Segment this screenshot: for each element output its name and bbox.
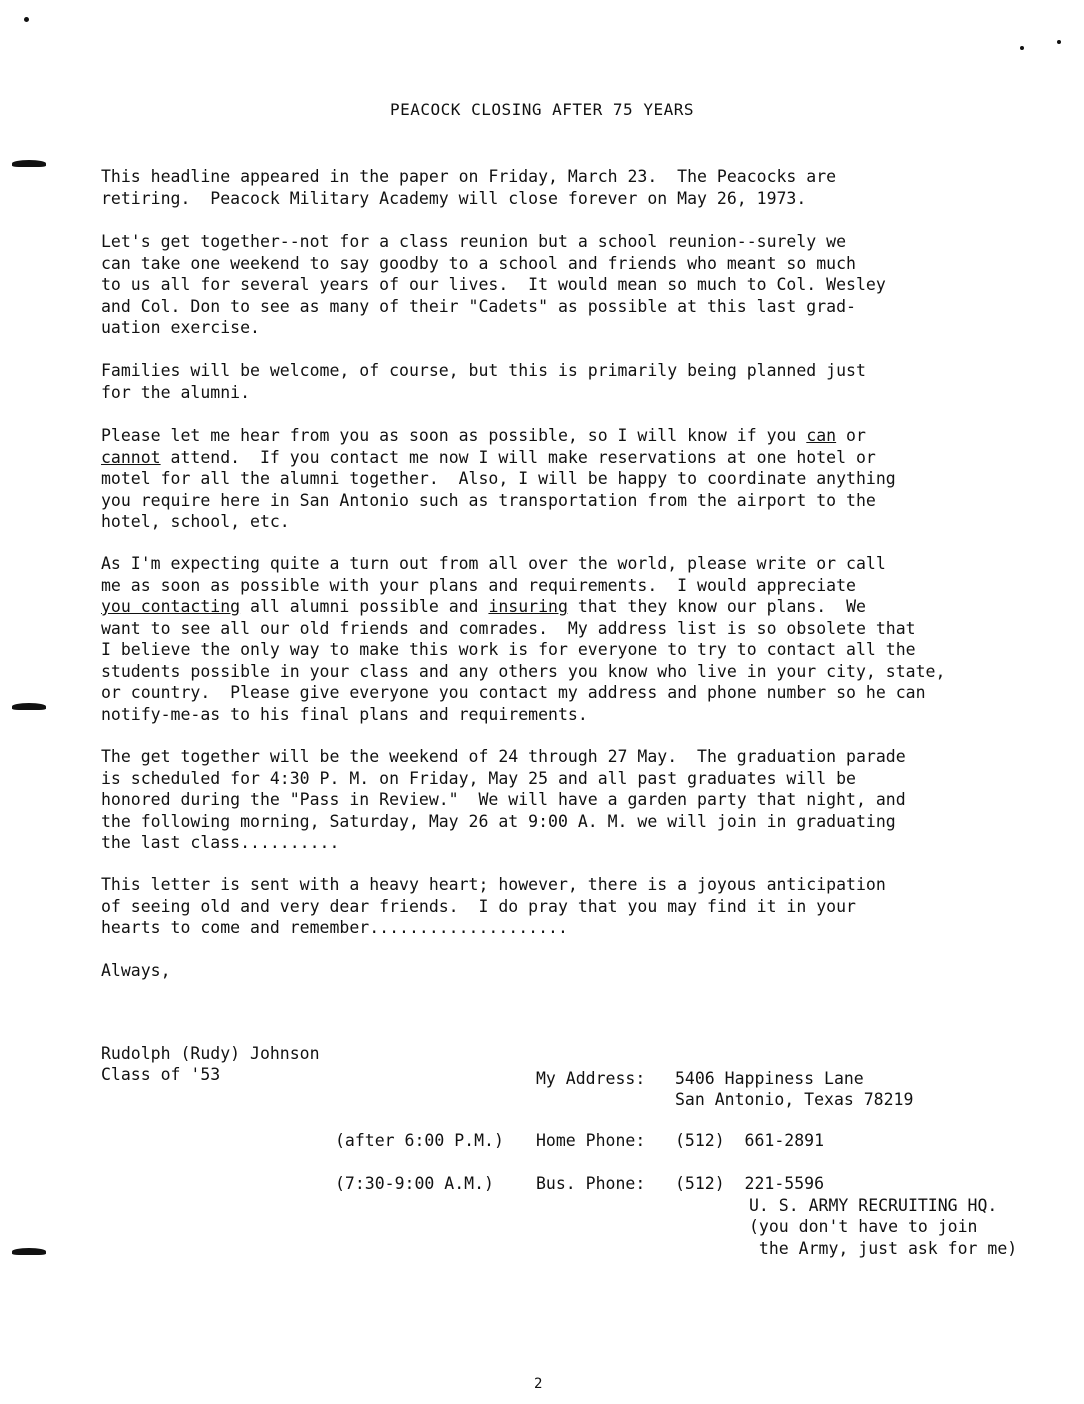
scan-speck xyxy=(1020,46,1024,50)
text-line: Families will be welcome, of course, but this is primarily being planned just xyxy=(101,361,866,380)
bus-phone-number: (512) 221-5596 xyxy=(675,1174,825,1193)
text-line: This letter is sent with a heavy heart; however, there is a joyous anticipation xyxy=(101,875,886,894)
signature-class: Class of '53 xyxy=(101,1065,221,1084)
text-line: Let's get together--not for a class reunion but a school reunion--surely we xyxy=(101,232,847,251)
bus-phone-time: (7:30-9:00 A.M.) xyxy=(335,1174,494,1193)
text-line: the last class.......... xyxy=(101,833,340,852)
text-segment: attend. If you contact me now I will make reservations at one hotel or xyxy=(160,447,876,467)
paragraph-4 xyxy=(101,425,1021,533)
underlined-word: cannot xyxy=(101,447,161,467)
text-line: uation exercise. xyxy=(101,318,260,337)
text-segment: or xyxy=(836,426,866,445)
document-title: PEACOCK CLOSING AFTER 75 YEARS xyxy=(390,100,694,119)
address-label: My Address: xyxy=(536,1069,646,1088)
text-segment: that they know our plans. We xyxy=(567,597,866,616)
text-line: or country. Please give everyone you contact my address and phone number so he can xyxy=(101,683,926,702)
text-line: honored during the "Pass in Review." We will have a garden party that night, and xyxy=(101,790,906,809)
paragraph-6 xyxy=(101,746,1021,854)
text-line: As I'm expecting quite a turn out from all over the world, please write or call xyxy=(101,554,886,573)
paragraph-2 xyxy=(101,231,1021,339)
text-segment: Please let me hear from you as soon as possible, so I will know if you xyxy=(101,426,807,445)
text-line: motel for all the alumni together. Also, I will be happy to coordinate anything xyxy=(101,469,896,488)
text-line: hearts to come and remember.................... xyxy=(101,918,568,937)
address-line-1: 5406 Happiness Lane xyxy=(675,1069,864,1088)
text-line xyxy=(101,596,1021,618)
text-line: and Col. Don to see as many of their "Cadets" as possible at this last grad- xyxy=(101,296,856,316)
home-phone-label: Home Phone: xyxy=(536,1131,646,1150)
text-line: hotel, school, etc. xyxy=(101,512,290,531)
text-line: notify-me-as to his final plans and requirements. xyxy=(101,704,588,724)
signature-name: Rudolph (Rudy) Johnson xyxy=(101,1044,320,1063)
page-number: 2 xyxy=(534,1376,543,1392)
paragraph-7 xyxy=(101,874,1021,939)
paragraph-5 xyxy=(101,553,1021,725)
text-line: to us all for several years of our lives. It would mean so much to Col. Wesley xyxy=(101,275,886,294)
text-line: the following morning, Saturday, May 26 at 9:00 A. M. we will join in graduating xyxy=(101,811,896,831)
hole-punch-mark xyxy=(12,703,46,710)
scan-speck xyxy=(1057,40,1061,44)
address-line-2: San Antonio, Texas 78219 xyxy=(675,1090,914,1109)
text-line: students possible in your class and any others you know who live in your city, state, xyxy=(101,661,946,681)
home-phone-time: (after 6:00 P.M.) xyxy=(335,1131,504,1150)
text-line: This headline appeared in the paper on Friday, March 23. The Peacocks are xyxy=(101,167,837,186)
closing: Always, xyxy=(101,961,171,980)
text-line: I believe the only way to make this work is for everyone to try to contact all the xyxy=(101,640,916,659)
text-line: is scheduled for 4:30 P. M. on Friday, May 25 and all past graduates will be xyxy=(101,768,856,788)
bus-phone-note: (you don't have to join xyxy=(749,1217,978,1236)
text-line: for the alumni. xyxy=(101,382,251,402)
text-segment: all alumni possible and xyxy=(240,597,489,616)
text-line: want to see all our old friends and comrades. My address list is so obsolete that xyxy=(101,618,916,638)
bus-phone-note: the Army, just ask for me) xyxy=(749,1239,1018,1258)
text-line: me as soon as possible with your plans and requirements. I would appreciate xyxy=(101,575,856,595)
text-line xyxy=(101,447,1021,469)
home-phone-number: (512) 661-2891 xyxy=(675,1131,825,1150)
paragraph-3 xyxy=(101,360,1021,403)
text-line: of seeing old and very dear friends. I do pray that you may find it in your xyxy=(101,896,856,916)
hole-punch-mark xyxy=(12,1248,46,1255)
bus-phone-note: U. S. ARMY RECRUITING HQ. xyxy=(749,1196,998,1215)
underlined-word: insuring xyxy=(488,597,568,616)
text-line: you require here in San Antonio such as transportation from the airport to the xyxy=(101,490,876,510)
underlined-word: can xyxy=(806,426,837,445)
text-line: retiring. Peacock Military Academy will close forever on May 26, 1973. xyxy=(101,188,807,208)
underlined-phrase: you contacting xyxy=(101,597,241,616)
text-line: The get together will be the weekend of 24 through 27 May. The graduation parade xyxy=(101,747,906,766)
scan-speck xyxy=(24,17,29,22)
text-line xyxy=(101,425,1021,447)
bus-phone-label: Bus. Phone: xyxy=(536,1174,646,1193)
hole-punch-mark xyxy=(12,160,46,167)
paragraph-1 xyxy=(101,166,1021,209)
text-line: can take one weekend to say goodby to a school and friends who meant so much xyxy=(101,253,856,273)
